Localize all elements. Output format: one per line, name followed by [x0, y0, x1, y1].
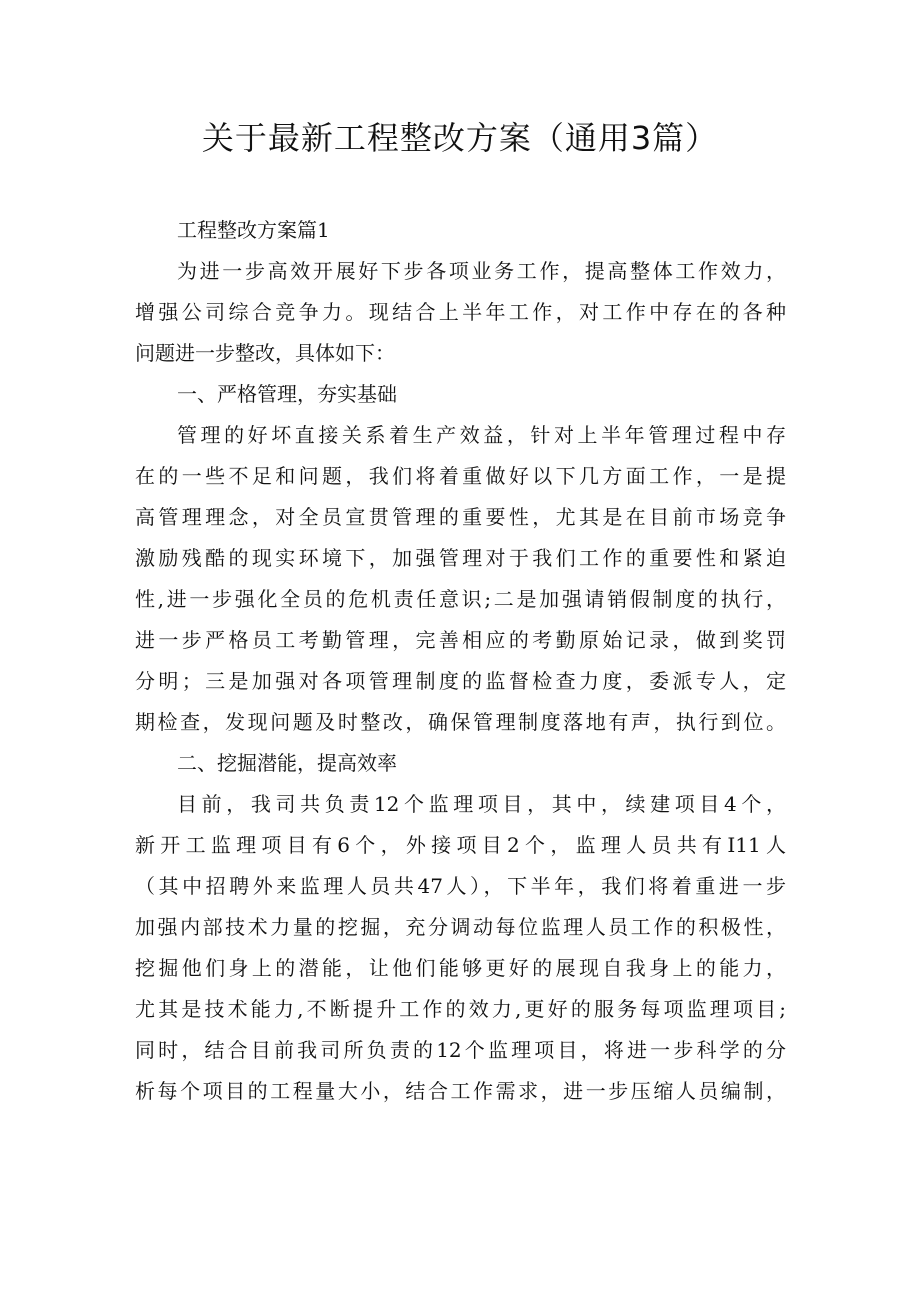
body-line: 增强公司综合竞争力。现结合上半年工作，对工作中存在的各种 — [135, 300, 786, 324]
body-line: 进一步严格员工考勤管理，完善相应的考勤原始记录，做到奖罚 — [135, 628, 786, 652]
body-line: （其中招聘外来监理人员共47人），下半年，我们将着重进一步 — [135, 874, 786, 898]
body-line: 性,进一步强化全员的危机责任意识;二是加强请销假制度的执行， — [135, 587, 786, 611]
body-line: 在的一些不足和问题，我们将着重做好以下几方面工作，一是提 — [135, 464, 786, 488]
body-line: 目前，我司共负责12个监理项目，其中，续建项目4个， — [177, 792, 786, 816]
body-line: 加强内部技术力量的挖掘，充分调动每位监理人员工作的积极性， — [135, 915, 786, 939]
body-line: 问题进一步整改，具体如下： — [135, 341, 395, 365]
body-line: 为进一步高效开展好下步各项业务工作，提高整体工作效力， — [177, 259, 786, 283]
body-line: 工程整改方案篇1 — [177, 218, 330, 242]
body-line: 期检查，发现问题及时整改，确保管理制度落地有声，执行到位。 — [135, 710, 786, 734]
document-title: 关于最新工程整改方案（通用3篇） — [201, 119, 719, 157]
body-line: 高管理理念，对全员宣贯管理的重要性，尤其是在目前市场竞争 — [135, 505, 786, 529]
body-line: 二、挖掘潜能，提高效率 — [177, 751, 397, 775]
body-line: 一、严格管理，夯实基础 — [177, 382, 397, 406]
body-line: 挖掘他们身上的潜能，让他们能够更好的展现自我身上的能力， — [135, 956, 786, 980]
body-line: 分明；三是加强对各项管理制度的监督检查力度，委派专人，定 — [135, 669, 786, 693]
body-line: 尤其是技术能力,不断提升工作的效力,更好的服务每项监理项目; — [135, 997, 786, 1021]
body-line: 新开工监理项目有6个，外接项目2个，监理人员共有I11人 — [135, 833, 786, 857]
body-line: 管理的好坏直接关系着生产效益，针对上半年管理过程中存 — [177, 423, 786, 447]
body-line: 同时，结合目前我司所负责的12个监理项目，将进一步科学的分 — [135, 1038, 786, 1062]
body-line: 析每个项目的工程量大小，结合工作需求，进一步压缩人员编制， — [135, 1079, 786, 1103]
document-body — [135, 210, 786, 1112]
body-line: 激励残酷的现实环境下，加强管理对于我们工作的重要性和紧迫 — [135, 546, 786, 570]
